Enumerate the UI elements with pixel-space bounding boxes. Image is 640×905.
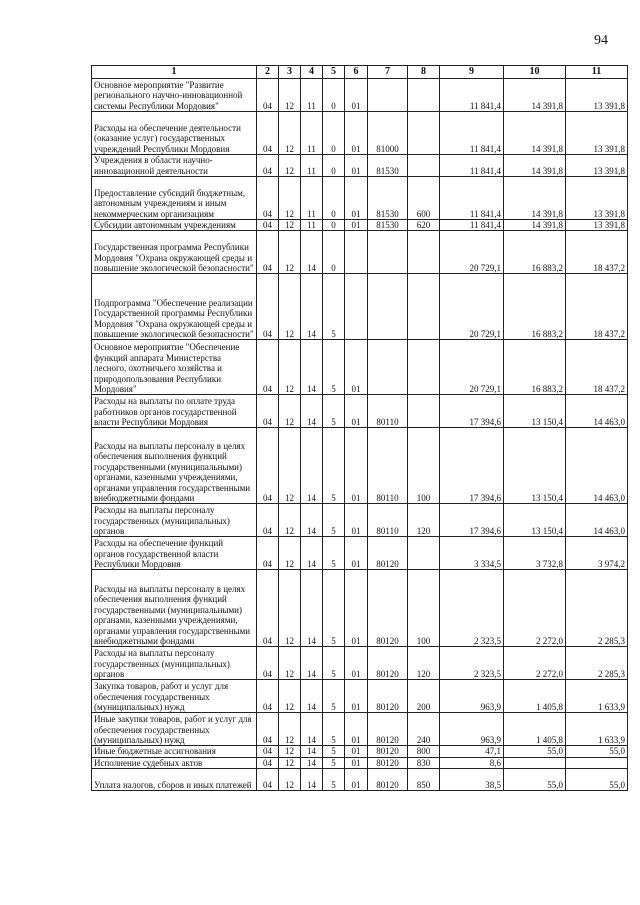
table-row bbox=[92, 395, 628, 428]
amount-col10: 16 883,2 bbox=[504, 231, 566, 274]
amount-col9: 3 334,5 bbox=[440, 537, 504, 570]
row-name: Иные закупки товаров, работ и услуг для обеспечения государственных (муниципальных) нужд bbox=[92, 713, 257, 746]
code-c6 bbox=[345, 274, 368, 340]
code-c6: 01 bbox=[345, 769, 368, 791]
code-c2: 04 bbox=[257, 177, 279, 220]
code-c8 bbox=[408, 340, 440, 395]
code-c3: 12 bbox=[279, 274, 301, 340]
code-c6: 01 bbox=[345, 428, 368, 504]
code-c2: 04 bbox=[257, 112, 279, 155]
table-row bbox=[92, 570, 628, 647]
code-c6: 01 bbox=[345, 79, 368, 112]
code-c6 bbox=[345, 231, 368, 274]
row-name: Предоставление субсидий бюджетным, автономным учреждениям и иным некоммерческим организациям bbox=[92, 177, 257, 220]
table-row bbox=[92, 769, 628, 791]
amount-col9: 8,6 bbox=[440, 757, 504, 768]
row-name: Государственная программа Республики Мордовия "Охрана окружающей среды и повышение экологической безопасности" bbox=[92, 231, 257, 274]
code-c3: 12 bbox=[279, 177, 301, 220]
page-number: 94 bbox=[594, 33, 608, 48]
code-c5: 5 bbox=[323, 713, 345, 746]
code-c2: 04 bbox=[257, 570, 279, 647]
amount-col9: 963,9 bbox=[440, 713, 504, 746]
table-row bbox=[92, 680, 628, 713]
header-cell: 11 bbox=[566, 66, 628, 79]
amount-col9: 11 841,4 bbox=[440, 155, 504, 177]
header-cell: 7 bbox=[368, 66, 408, 79]
code-c5: 5 bbox=[323, 757, 345, 768]
code-c6: 01 bbox=[345, 713, 368, 746]
table-row bbox=[92, 155, 628, 177]
code-c8: 600 bbox=[408, 177, 440, 220]
table-row bbox=[92, 177, 628, 220]
code-c3: 12 bbox=[279, 231, 301, 274]
code-c2: 04 bbox=[257, 231, 279, 274]
code-c4: 14 bbox=[301, 504, 323, 537]
header-cell: 3 bbox=[279, 66, 301, 79]
table-row bbox=[92, 220, 628, 231]
table-row bbox=[92, 713, 628, 746]
code-c5: 5 bbox=[323, 395, 345, 428]
amount-col11: 1 633,9 bbox=[566, 680, 628, 713]
code-c4: 14 bbox=[301, 769, 323, 791]
code-c4: 14 bbox=[301, 647, 323, 680]
code-c7: 80110 bbox=[368, 428, 408, 504]
code-c3: 12 bbox=[279, 537, 301, 570]
header-cell: 1 bbox=[92, 66, 257, 79]
row-name: Расходы на обеспечение функций органов государственной власти Республики Мордовия bbox=[92, 537, 257, 570]
code-c3: 12 bbox=[279, 647, 301, 680]
amount-col9: 38,5 bbox=[440, 769, 504, 791]
code-c4: 11 bbox=[301, 112, 323, 155]
amount-col10: 55,0 bbox=[504, 746, 566, 757]
code-c4: 14 bbox=[301, 713, 323, 746]
table-row bbox=[92, 504, 628, 537]
code-c8: 240 bbox=[408, 713, 440, 746]
amount-col11: 18 437,2 bbox=[566, 274, 628, 340]
amount-col10: 16 883,2 bbox=[504, 274, 566, 340]
budget-table bbox=[91, 65, 628, 791]
code-c7: 80120 bbox=[368, 570, 408, 647]
code-c4: 11 bbox=[301, 220, 323, 231]
code-c3: 12 bbox=[279, 680, 301, 713]
code-c2: 04 bbox=[257, 647, 279, 680]
amount-col9: 20 729,1 bbox=[440, 274, 504, 340]
amount-col11: 2 285,3 bbox=[566, 570, 628, 647]
code-c7 bbox=[368, 231, 408, 274]
row-name: Субсидии автономным учреждениям bbox=[92, 220, 257, 231]
amount-col10: 13 150,4 bbox=[504, 395, 566, 428]
code-c5: 0 bbox=[323, 220, 345, 231]
code-c8 bbox=[408, 112, 440, 155]
code-c5: 5 bbox=[323, 570, 345, 647]
code-c8: 120 bbox=[408, 504, 440, 537]
amount-col9: 20 729,1 bbox=[440, 231, 504, 274]
table-row bbox=[92, 274, 628, 340]
code-c5: 5 bbox=[323, 428, 345, 504]
code-c6: 01 bbox=[345, 155, 368, 177]
code-c5: 5 bbox=[323, 769, 345, 791]
code-c6: 01 bbox=[345, 746, 368, 757]
table-row bbox=[92, 537, 628, 570]
row-name: Расходы на выплаты по оплате труда работников органов государственной власти Республики Мордовия bbox=[92, 395, 257, 428]
amount-col10: 1 405,8 bbox=[504, 713, 566, 746]
amount-col11: 13 391,8 bbox=[566, 220, 628, 231]
row-name: Расходы на выплаты персоналу государственных (муниципальных) органов bbox=[92, 504, 257, 537]
code-c4: 14 bbox=[301, 757, 323, 768]
code-c3: 12 bbox=[279, 769, 301, 791]
amount-col10: 14 391,8 bbox=[504, 177, 566, 220]
code-c4: 14 bbox=[301, 428, 323, 504]
row-name: Закупка товаров, работ и услуг для обеспечения государственных (муниципальных) нужд bbox=[92, 680, 257, 713]
amount-col10: 55,0 bbox=[504, 769, 566, 791]
code-c2: 04 bbox=[257, 746, 279, 757]
code-c6: 01 bbox=[345, 220, 368, 231]
table-row bbox=[92, 647, 628, 680]
header-cell: 4 bbox=[301, 66, 323, 79]
amount-col9: 17 394,6 bbox=[440, 428, 504, 504]
code-c6: 01 bbox=[345, 570, 368, 647]
amount-col9: 11 841,4 bbox=[440, 220, 504, 231]
code-c4: 14 bbox=[301, 340, 323, 395]
code-c2: 04 bbox=[257, 757, 279, 768]
code-c8 bbox=[408, 274, 440, 340]
amount-col11: 55,0 bbox=[566, 746, 628, 757]
code-c7: 81530 bbox=[368, 177, 408, 220]
code-c6: 01 bbox=[345, 395, 368, 428]
amount-col10: 14 391,8 bbox=[504, 220, 566, 231]
table-row bbox=[92, 112, 628, 155]
code-c2: 04 bbox=[257, 274, 279, 340]
code-c2: 04 bbox=[257, 769, 279, 791]
amount-col9: 47,1 bbox=[440, 746, 504, 757]
row-name: Расходы на обеспечение деятельности (оказание услуг) государственных учреждений Республики Мордовия bbox=[92, 112, 257, 155]
table-row bbox=[92, 746, 628, 757]
code-c6: 01 bbox=[345, 537, 368, 570]
row-name: Основное мероприятие "Обеспечение функций аппарата Министерства лесного, охотничьего хозяйства и природопользования Республики Мордовия" bbox=[92, 340, 257, 395]
code-c7: 80120 bbox=[368, 757, 408, 768]
amount-col10 bbox=[504, 757, 566, 768]
code-c4: 11 bbox=[301, 79, 323, 112]
row-name: Исполнение судебных актов bbox=[92, 757, 257, 768]
table-row bbox=[92, 79, 628, 112]
code-c5: 0 bbox=[323, 155, 345, 177]
amount-col9: 11 841,4 bbox=[440, 79, 504, 112]
code-c7: 80120 bbox=[368, 769, 408, 791]
amount-col11: 55,0 bbox=[566, 769, 628, 791]
amount-col11: 1 633,9 bbox=[566, 713, 628, 746]
code-c5: 5 bbox=[323, 340, 345, 395]
amount-col11: 13 391,8 bbox=[566, 155, 628, 177]
row-name: Подпрограмма "Обеспечение реализации Государственной программы Республики Мордовия "Охрана окружающей среды и повышение экологической безопасности" bbox=[92, 274, 257, 340]
code-c2: 04 bbox=[257, 537, 279, 570]
header-cell: 5 bbox=[323, 66, 345, 79]
amount-col11: 18 437,2 bbox=[566, 340, 628, 395]
amount-col11: 14 463,0 bbox=[566, 395, 628, 428]
amount-col10: 13 150,4 bbox=[504, 504, 566, 537]
code-c7: 80120 bbox=[368, 713, 408, 746]
code-c5: 5 bbox=[323, 680, 345, 713]
row-name: Расходы на выплаты персоналу в целях обеспечения выполнения функций государственными (муниципальными) органами, казенными учреждениями, органами управления государственными внебюджетными фондами bbox=[92, 428, 257, 504]
code-c4: 11 bbox=[301, 177, 323, 220]
code-c7: 81000 bbox=[368, 112, 408, 155]
code-c4: 14 bbox=[301, 570, 323, 647]
amount-col11: 18 437,2 bbox=[566, 231, 628, 274]
code-c4: 14 bbox=[301, 231, 323, 274]
amount-col11: 13 391,8 bbox=[566, 177, 628, 220]
code-c3: 12 bbox=[279, 395, 301, 428]
amount-col10: 16 883,2 bbox=[504, 340, 566, 395]
code-c8 bbox=[408, 79, 440, 112]
header-cell: 6 bbox=[345, 66, 368, 79]
amount-col11: 13 391,8 bbox=[566, 79, 628, 112]
header-cell: 2 bbox=[257, 66, 279, 79]
code-c5: 0 bbox=[323, 231, 345, 274]
amount-col10: 13 150,4 bbox=[504, 428, 566, 504]
code-c7: 80120 bbox=[368, 680, 408, 713]
code-c8: 620 bbox=[408, 220, 440, 231]
amount-col9: 2 323,5 bbox=[440, 570, 504, 647]
code-c7: 81530 bbox=[368, 220, 408, 231]
amount-col11: 2 285,3 bbox=[566, 647, 628, 680]
code-c2: 04 bbox=[257, 155, 279, 177]
code-c3: 12 bbox=[279, 428, 301, 504]
code-c2: 04 bbox=[257, 428, 279, 504]
code-c4: 14 bbox=[301, 680, 323, 713]
amount-col10: 2 272,0 bbox=[504, 647, 566, 680]
code-c3: 12 bbox=[279, 112, 301, 155]
code-c8: 120 bbox=[408, 647, 440, 680]
code-c8: 100 bbox=[408, 428, 440, 504]
amount-col9: 11 841,4 bbox=[440, 177, 504, 220]
code-c4: 14 bbox=[301, 537, 323, 570]
row-name: Иные бюджетные ассигнования bbox=[92, 746, 257, 757]
code-c8 bbox=[408, 231, 440, 274]
row-name: Уплата налогов, сборов и иных платежей bbox=[92, 769, 257, 791]
code-c2: 04 bbox=[257, 504, 279, 537]
amount-col11: 14 463,0 bbox=[566, 428, 628, 504]
code-c7: 80110 bbox=[368, 395, 408, 428]
code-c8: 800 bbox=[408, 746, 440, 757]
code-c3: 12 bbox=[279, 155, 301, 177]
amount-col9: 2 323,5 bbox=[440, 647, 504, 680]
code-c7: 80120 bbox=[368, 746, 408, 757]
table-row bbox=[92, 428, 628, 504]
code-c3: 12 bbox=[279, 713, 301, 746]
code-c6: 01 bbox=[345, 757, 368, 768]
code-c6: 01 bbox=[345, 504, 368, 537]
code-c5: 5 bbox=[323, 746, 345, 757]
amount-col10: 14 391,8 bbox=[504, 155, 566, 177]
code-c4: 14 bbox=[301, 746, 323, 757]
code-c5: 0 bbox=[323, 79, 345, 112]
code-c3: 12 bbox=[279, 220, 301, 231]
amount-col11 bbox=[566, 757, 628, 768]
row-name: Расходы на выплаты персоналу государственных (муниципальных) органов bbox=[92, 647, 257, 680]
amount-col10: 14 391,8 bbox=[504, 79, 566, 112]
amount-col10: 14 391,8 bbox=[504, 112, 566, 155]
code-c6: 01 bbox=[345, 340, 368, 395]
code-c5: 5 bbox=[323, 537, 345, 570]
code-c3: 12 bbox=[279, 340, 301, 395]
amount-col9: 17 394,6 bbox=[440, 395, 504, 428]
code-c8 bbox=[408, 395, 440, 428]
header-row bbox=[92, 66, 628, 79]
code-c7: 80120 bbox=[368, 647, 408, 680]
amount-col9: 20 729,1 bbox=[440, 340, 504, 395]
code-c8: 830 bbox=[408, 757, 440, 768]
code-c8 bbox=[408, 155, 440, 177]
code-c8 bbox=[408, 537, 440, 570]
code-c5: 5 bbox=[323, 504, 345, 537]
code-c7: 80120 bbox=[368, 537, 408, 570]
code-c2: 04 bbox=[257, 713, 279, 746]
code-c2: 04 bbox=[257, 340, 279, 395]
amount-col10: 2 272,0 bbox=[504, 570, 566, 647]
code-c2: 04 bbox=[257, 220, 279, 231]
code-c6: 01 bbox=[345, 177, 368, 220]
amount-col9: 11 841,4 bbox=[440, 112, 504, 155]
code-c5: 0 bbox=[323, 112, 345, 155]
amount-col11: 14 463,0 bbox=[566, 504, 628, 537]
amount-col10: 3 732,8 bbox=[504, 537, 566, 570]
code-c5: 5 bbox=[323, 274, 345, 340]
code-c3: 12 bbox=[279, 79, 301, 112]
code-c4: 14 bbox=[301, 274, 323, 340]
code-c2: 04 bbox=[257, 395, 279, 428]
table-row bbox=[92, 340, 628, 395]
code-c8: 850 bbox=[408, 769, 440, 791]
amount-col10: 1 405,8 bbox=[504, 680, 566, 713]
code-c3: 12 bbox=[279, 570, 301, 647]
row-name: Учреждения в области научно-инновационной деятельности bbox=[92, 155, 257, 177]
code-c6: 01 bbox=[345, 112, 368, 155]
amount-col11: 3 974,2 bbox=[566, 537, 628, 570]
amount-col9: 963,9 bbox=[440, 680, 504, 713]
table-row bbox=[92, 231, 628, 274]
code-c7 bbox=[368, 340, 408, 395]
row-name: Расходы на выплаты персоналу в целях обеспечения выполнения функций государственными (муниципальными) органами, казенными учреждениями, органами управления государственными внебюджетными фондами bbox=[92, 570, 257, 647]
code-c8: 200 bbox=[408, 680, 440, 713]
row-name: Основное мероприятие "Развитие регионального научно-инновационной системы Республики Мордовия" bbox=[92, 79, 257, 112]
amount-col11: 13 391,8 bbox=[566, 112, 628, 155]
code-c8: 100 bbox=[408, 570, 440, 647]
code-c4: 11 bbox=[301, 155, 323, 177]
code-c7 bbox=[368, 274, 408, 340]
header-cell: 10 bbox=[504, 66, 566, 79]
code-c6: 01 bbox=[345, 680, 368, 713]
code-c3: 12 bbox=[279, 504, 301, 537]
code-c3: 12 bbox=[279, 757, 301, 768]
code-c7: 81530 bbox=[368, 155, 408, 177]
code-c3: 12 bbox=[279, 746, 301, 757]
code-c5: 5 bbox=[323, 647, 345, 680]
table-row bbox=[92, 757, 628, 768]
code-c6: 01 bbox=[345, 647, 368, 680]
header-cell: 9 bbox=[440, 66, 504, 79]
code-c2: 04 bbox=[257, 79, 279, 112]
code-c7 bbox=[368, 79, 408, 112]
code-c5: 0 bbox=[323, 177, 345, 220]
code-c4: 14 bbox=[301, 395, 323, 428]
code-c2: 04 bbox=[257, 680, 279, 713]
code-c7: 80110 bbox=[368, 504, 408, 537]
header-cell: 8 bbox=[408, 66, 440, 79]
amount-col9: 17 394,6 bbox=[440, 504, 504, 537]
